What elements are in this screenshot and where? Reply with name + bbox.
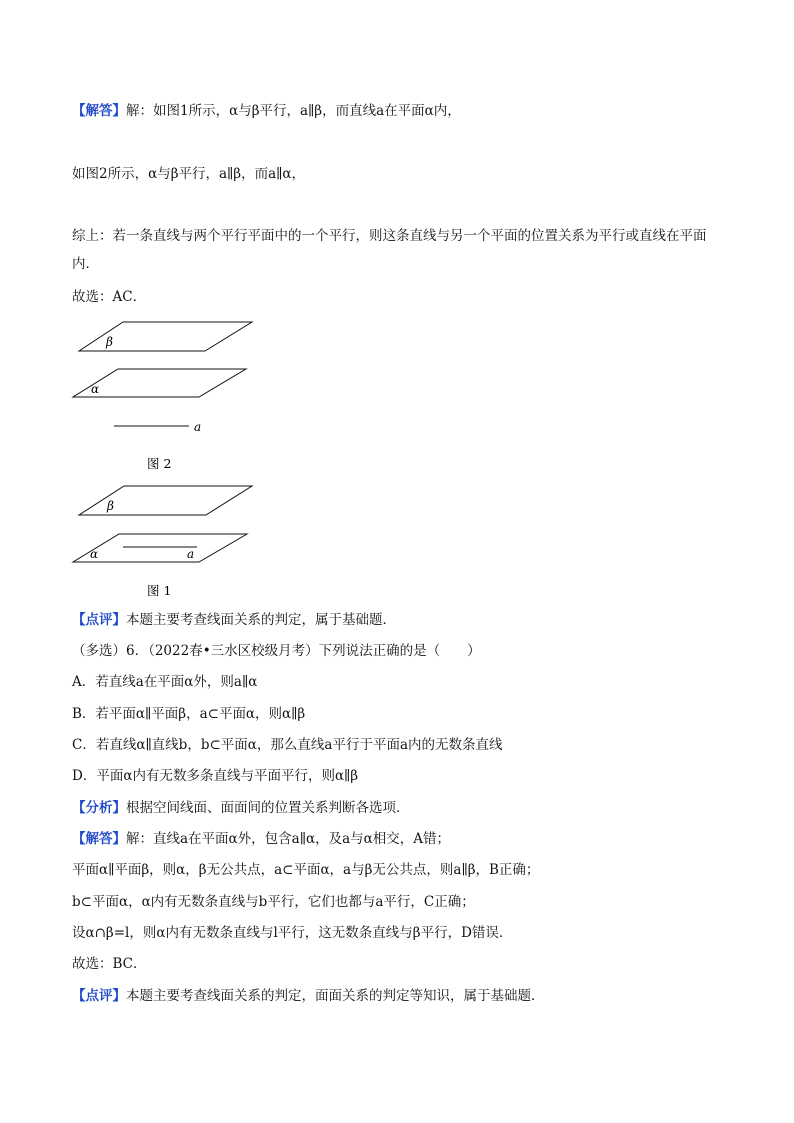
choice-1: 故选：AC． (72, 289, 147, 305)
option-c: C．若直线α∥直线b，b⊂平面α，那么直线a平行于平面a内的无数条直线 (72, 737, 503, 753)
answer2-line-1 (72, 829, 450, 849)
answer2-line-2: 平面α∥平面β，则α，β无公共点，a⊂平面α，a与β无公共点，则a∥β，B正确； (72, 862, 540, 878)
comment-text-2: 本题主要考查线面关系的判定，面面关系的判定等知识，属于基础题． (126, 988, 545, 1004)
comment-tag-2: 【点评】 (72, 988, 126, 1004)
caption-fig1: 图 1 (147, 583, 172, 598)
answer2-line-3: b⊂平面α，α内有无数条直线与b平行，它们也都与a平行，C正确； (72, 894, 475, 910)
analysis-line (72, 798, 410, 818)
label-alpha-fig2: α (91, 382, 100, 396)
answer-line-2: 如图2所示，α与β平行，a∥β，而a∥α， (72, 166, 305, 182)
label-a-fig2: a (194, 420, 202, 434)
comment-tag-1: 【点评】 (72, 612, 126, 628)
plane-alpha-fig1 (73, 534, 247, 562)
answer-text-1: 解：如图1所示，α与β平行，a∥β，而直线a在平面α内， (126, 103, 461, 119)
answer2-text-1: 解：直线a在平面α外，包含a∥α，及a与α相交，A错； (126, 831, 450, 847)
caption-fig2: 图 2 (147, 456, 172, 471)
plane-beta-fig2 (79, 322, 252, 351)
question-stem: （多选）6．（2022春•三水区校级月考）下列说法正确的是（ ） (72, 643, 481, 659)
option-b: B．若平面α∥平面β，a⊂平面α，则α∥β (72, 706, 306, 722)
comment-line-2 (72, 986, 545, 1006)
choice-2: 故选：BC． (72, 956, 147, 972)
option-a: A．若直线a在平面α外，则a∥α (72, 674, 258, 690)
option-d: D．平面α内有无数多条直线与平面平行，则α∥β (72, 768, 359, 784)
summary-text: 综上：若一条直线与两个平行平面中的一个平行，则这条直线与另一个平面的位置关系为平行或直线在平面内． (72, 228, 707, 272)
plane-beta-fig1 (79, 486, 252, 515)
answer-tag-2: 【解答】 (72, 831, 126, 847)
label-beta-fig2: β (106, 335, 113, 349)
answer-tag: 【解答】 (72, 103, 126, 119)
label-a-fig1: a (187, 547, 195, 561)
answer2-line-4: 设α∩β=l，则α内有无数条直线与l平行，这无数条直线与β平行，D错误． (72, 925, 513, 941)
label-alpha-fig1: α (90, 547, 99, 561)
analysis-text: 根据空间线面、面面间的位置关系判断各选项． (126, 800, 410, 816)
comment-text-1: 本题主要考查线面关系的判定，属于基础题． (126, 612, 396, 628)
comment-line-1 (72, 610, 396, 630)
label-beta-fig1: β (107, 499, 114, 513)
analysis-tag: 【分析】 (72, 800, 126, 816)
